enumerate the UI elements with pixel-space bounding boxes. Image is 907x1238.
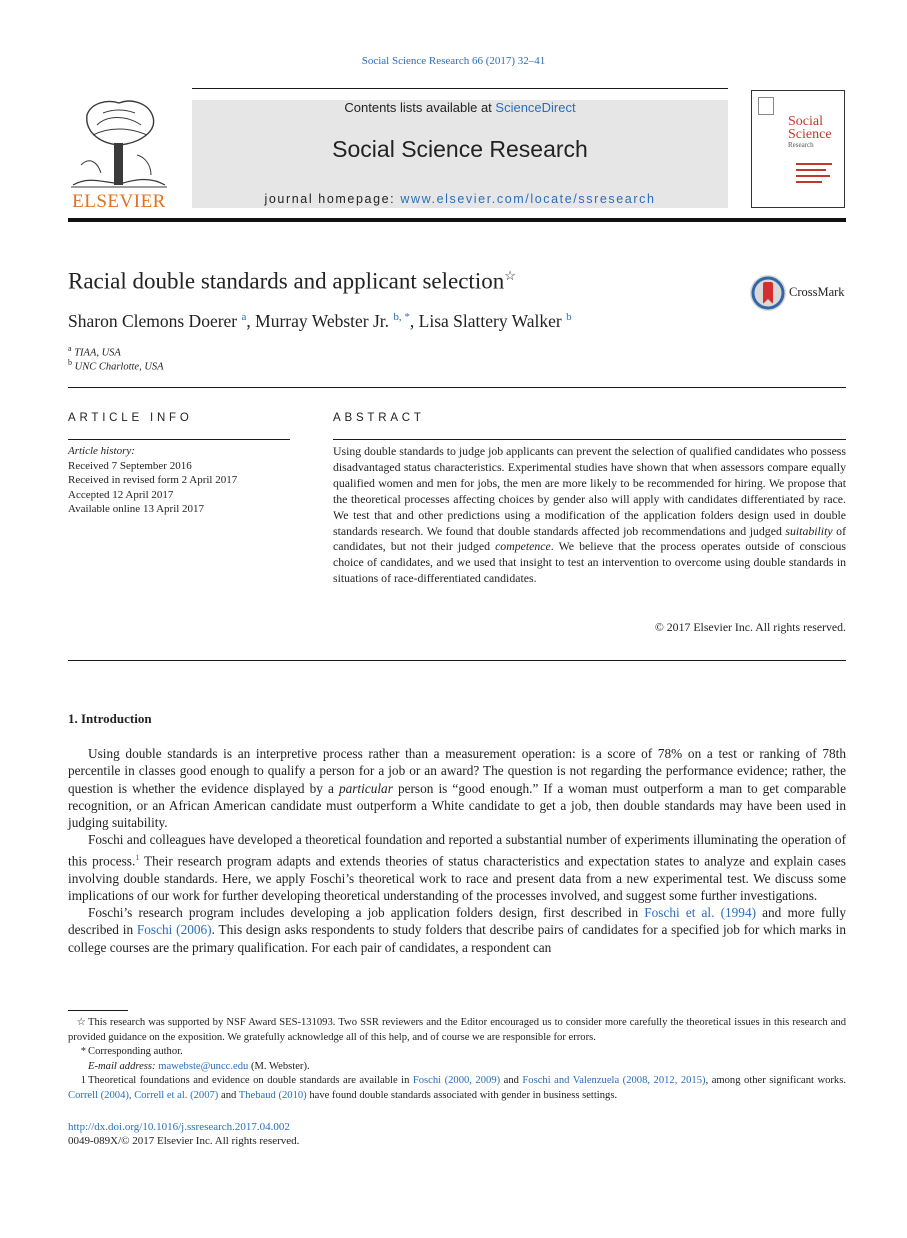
footnote-rule (68, 1010, 128, 1011)
article-info-heading: ARTICLE INFO (68, 412, 193, 424)
homepage-link[interactable]: www.elsevier.com/locate/ssresearch (400, 192, 656, 206)
abstract-rule (333, 439, 846, 440)
citation-link[interactable]: Foschi (2006) (136, 922, 212, 938)
author-name: , Murray Webster Jr. (246, 311, 390, 331)
paragraph: Using double standards is an interpretive process rather than a measurement operation: is a score of 78% on a test or ranking of 78th percentile in classes good enough to qualify a person for a job or an award? The question is not regarding the performance evidence; rather, the question is whether the evidence displayed by a particular person is “good enough.” If a woman must outperform a man to get comparable recognition, or an African American candidate must outperform a White candidate to get a job, then double standards may have been used in judging suitability. (68, 746, 847, 831)
history-item: Received in revised form 2 April 2017 (68, 474, 238, 486)
affiliation: $^b$ UNC Charlotte, USA (68, 358, 164, 373)
author-list (68, 311, 572, 332)
introduction-heading: 1. Introduction (68, 711, 152, 726)
article-title: Racial double standards and applicant selection☆ (68, 268, 516, 294)
doi-link[interactable]: http://dx.doi.org/10.1016/j.ssresearch.2017.04.002 (68, 1121, 290, 1133)
section-rule (68, 660, 846, 661)
email-link[interactable]: mawebste@uncc.edu (158, 1060, 249, 1072)
journal-cover-thumbnail[interactable] (751, 90, 845, 208)
abstract-copyright: © 2017 Elsevier Inc. All rights reserved. (654, 620, 846, 634)
journal-title: Social Science Research (332, 136, 588, 162)
author-name: , Lisa Slattery Walker (409, 311, 562, 331)
author-affiliation-mark[interactable]: b (566, 311, 572, 324)
journal-citation[interactable]: Social Science Research 66 (2017) 32–41 (361, 55, 546, 67)
abstract-heading: ABSTRACT (333, 412, 425, 424)
citation-link[interactable]: Correll (2004), Correll et al. (2007) (68, 1089, 219, 1101)
elsevier-logo[interactable] (67, 95, 171, 213)
header-thick-rule (68, 218, 846, 222)
citation-link[interactable]: Foschi and Valenzuela (2008, 2012, 2015) (522, 1075, 706, 1086)
homepage-line: journal homepage: www.elsevier.com/locate/ssresearch (264, 192, 656, 206)
contents-line: Contents lists available at ScienceDirect (344, 100, 576, 115)
author-name: Sharon Clemons Doerer (68, 311, 238, 331)
history-item: Available online 13 April 2017 (68, 503, 205, 515)
footnote-email: E-mail address: mawebste@uncc.edu (M. Webster). (88, 1060, 310, 1072)
footnote: 1 Theoretical foundations and evidence on double standards are available in Foschi (2000, 2009) and Foschi and Valenzuela (2008, 2012, 2015), among other significant works. Correll (2004), Correll et al. (2007) and Thebaud (2010) have found double standards associated with gender in business settings. (68, 1075, 846, 1101)
sciencedirect-link[interactable]: ScienceDirect (495, 100, 576, 115)
author-affiliation-mark[interactable]: b, * (393, 311, 410, 324)
cover-logo-icon (758, 97, 774, 115)
header-rule (192, 88, 728, 89)
introduction-body (68, 745, 846, 956)
paragraph: Foschi and colleagues have developed a theoretical foundation and reported a substantial number of experiments illuminating the operation of this process.$^1$ Their research program adapts and extends theories of status characteristics and expectation states to analyze and explain cases involving double standards. Here, we apply Foschi’s theoretical work to race and present data from a new experimental test. We discuss some implications of our work for further developing theoretical understanding of the processes involved, and suggest some further investigations. (68, 832, 846, 903)
footnote: ☆ This research was supported by NSF Award SES-131093. Two SSR reviewers and the Editor encouraged us to consider more carefully the theoretical issues in this research and provided guidance on the exposition. We gratefully acknowledge all of this help, and of course we are responsible for errors. (68, 1017, 846, 1043)
crossmark-label: CrossMark (789, 285, 845, 299)
footnotes (68, 1016, 846, 1103)
cover-decoration (796, 181, 822, 183)
history-item: Accepted 12 April 2017 (68, 488, 174, 501)
crossmark-badge[interactable] (749, 273, 849, 313)
section-rule (68, 387, 846, 388)
crossmark-icon (749, 273, 789, 313)
cover-decoration (796, 163, 832, 165)
publisher-wordmark: ELSEVIER (72, 191, 166, 212)
cover-decoration (796, 169, 826, 171)
citation-link[interactable]: Foschi (2000, 2009) (412, 1075, 501, 1086)
history-item: Received 7 September 2016 (68, 459, 192, 472)
citation-link[interactable]: Foschi et al. (1994) (644, 905, 757, 921)
issn-line: 0049-089X/© 2017 Elsevier Inc. All rights reserved. (68, 1135, 300, 1147)
paragraph: Foschi’s research program includes developing a job application folders design, first described in Foschi et al. (1994) and more fully described in Foschi (2006). This design asks respondents to study folders that describe pairs of candidates for a specified job for which marks in college courses are the primary qualification. For each pair of candidates, a respondent can (68, 905, 846, 955)
cover-decoration (796, 175, 830, 177)
article-history (68, 444, 290, 517)
title-footnote-mark[interactable]: ☆ (504, 268, 516, 283)
article-info-rule (68, 439, 290, 440)
abstract-body: Using double standards to judge job applicants can prevent the selection of qualified candidates who possess disadvantaged status characteristics. Experimental studies have shown that when assessors compare equally qualified women and men for jobs, the men are more likely to be recommended for hiring. We propose that the theoretical processes affecting choices by gender also will apply with candidates differentiated by race. We test that and other predictions using a modification of the application folders design used in double standards research. We found that double standards affected job recommendations and judged suitability of candidates, but not their judged competence. We believe that the process operates outside of conscious choice of candidates, and we used that insight to test an intervention to overcome using double standards in situations of race-differentiated candidates. (333, 444, 846, 586)
affiliation: $^a$ TIAA, USA (68, 344, 121, 359)
history-label: Article history: (68, 445, 135, 457)
author-affiliation-mark[interactable]: a (241, 311, 247, 324)
citation-link[interactable]: Thebaud (2010) (238, 1089, 307, 1101)
cover-title: Social Science Research (788, 114, 832, 149)
footnote-ref[interactable]: 1 (135, 852, 140, 862)
footnote: * Corresponding author. (80, 1046, 183, 1057)
journal-banner (192, 100, 728, 208)
